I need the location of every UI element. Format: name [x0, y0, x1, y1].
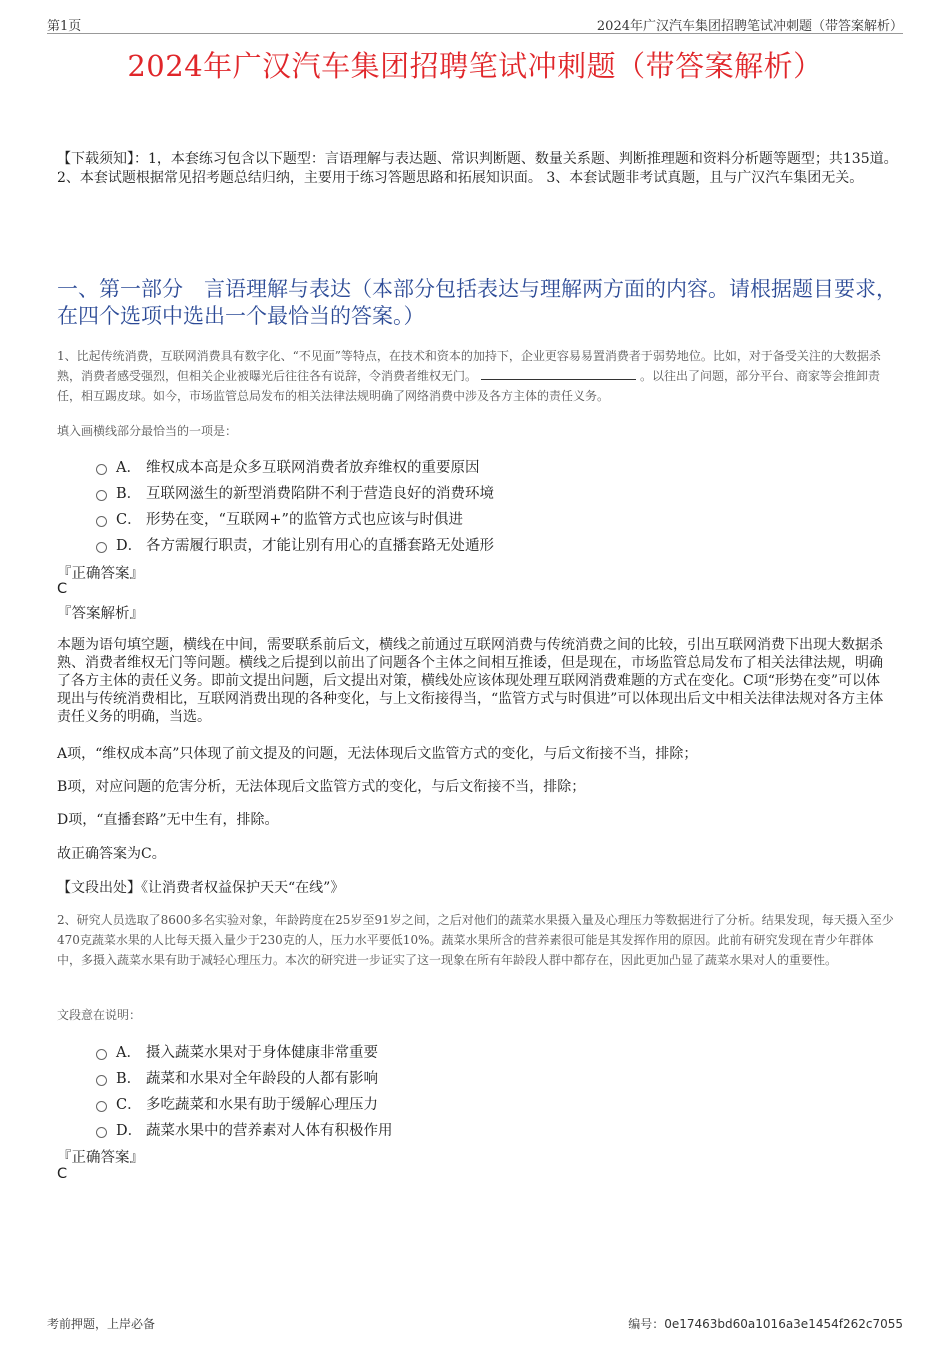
radio-icon[interactable]: [96, 516, 107, 527]
option-a[interactable]: A． 维权成本高是众多互联网消费者放弃维权的重要原因: [96, 453, 494, 479]
radio-icon[interactable]: [96, 1101, 107, 1112]
radio-icon[interactable]: [96, 464, 107, 475]
radio-icon[interactable]: [96, 490, 107, 501]
option-c[interactable]: C． 形势在变，“互联网+”的监管方式也应该与时俱进: [96, 505, 494, 531]
question-2-text: 2、研究人员选取了8600多名实验对象，年龄跨度在25岁至91岁之间，之后对他们的蔬菜水果摄入量及心理压力等数据进行了分析。结果发现，每天摄入至少470克蔬菜水果的人比每天摄入量少于230克的人，压力水平要低10%。蔬菜水果所含的营养素很可能是其发挥作用的原因。此前有研究发现在青少年群体中，多摄入蔬菜水果有助于减轻心理压力。本次的研究进一步证实了这一现象在所有年龄段人群中都存在，因此更加凸显了蔬菜水果对人的重要性。: [57, 913, 894, 967]
page-number: 第1页: [47, 19, 82, 34]
question-1-prompt: 填入画横线部分最恰当的一项是：: [57, 424, 238, 438]
radio-icon[interactable]: [96, 1127, 107, 1138]
analysis-option-b: B项，对应问题的危害分析，无法体现后文监管方式的变化，与后文衔接不当，排除；: [57, 779, 586, 795]
question-1-text-before: 1、比起传统消费，互联网消费具有数字化、“不见面”等特点，在技术和资本的加持下，企业更容易易置消费者于弱势地位。比如，对于备受关注的大数据杀熟，消费者感受强烈，但相关企业被曝光后往往各有说辞，令消费者维权无门。: [57, 349, 881, 383]
answer-label: 『正确答案』: [57, 1150, 144, 1166]
page-header: [47, 15, 903, 34]
option-d[interactable]: D． 蔬菜水果中的营养素对人体有积极作用: [96, 1116, 393, 1142]
question-1-text-after: 。以往出了问题，部分平台、商家等会推卸责任，相互踢皮球。如今，市场监管总局发布的相关法律法规明确了网络消费中涉及各方主体的责任义务。: [57, 369, 881, 403]
analysis-option-a: A项，“维权成本高”只体现了前文提及的问题，无法体现后文监管方式的变化，与后文衔接不当，排除；: [57, 746, 698, 762]
source-citation: 【文段出处】《让消费者权益保护天天“在线”》: [57, 880, 345, 896]
header-doc-title: 2024年广汉汽车集团招聘笔试冲刺题（带答案解析）: [596, 19, 903, 34]
option-b[interactable]: B． 互联网滋生的新型消费陷阱不利于营造良好的消费环境: [96, 479, 494, 505]
answer-label: 『正确答案』: [57, 566, 144, 582]
download-notice: 【下载须知】：1，本套练习包含以下题型：言语理解与表达题、常识判断题、数量关系题、判断推理题和资料分析题等题型；共135道。 2、本套试题根据常见招考题总结归纳，主要用于练习答题思路和拓展知识面。 3、本套试题非考试真题，且与广汉汽车集团无关。: [57, 151, 898, 186]
radio-icon[interactable]: [96, 542, 107, 553]
option-c[interactable]: C． 多吃蔬菜和水果有助于缓解心理压力: [96, 1090, 393, 1116]
question-1-options: [96, 453, 494, 557]
analysis-option-d: D项，“直播套路”无中生有，排除。: [57, 812, 279, 828]
radio-icon[interactable]: [96, 1049, 107, 1060]
radio-icon[interactable]: [96, 1075, 107, 1086]
answer-value: C: [57, 581, 68, 597]
analysis-label: 『答案解析』: [57, 606, 144, 622]
question-2-options: [96, 1038, 393, 1142]
analysis-text: 本题为语句填空题，横线在中间，需要联系前后文，横线之前通过互联网消费与传统消费之间的比较，引出互联网消费下出现大数据杀熟、消费者维权无门等问题。横线之后提到以前出了问题各个主体之间相互推诿，但是现在，市场监管总局发布了相关法律法规，明确了各方主体的责任义务。即前文提出问题，后文提出对策，横线处应该体现处理互联网消费难题的方式在变化。C项“形势在变”可以体现出与传统消费相比，互联网消费出现的各种变化，与上文衔接得当，“监管方式与时俱进”可以体现出后文中相关法律法规对各方主体责任义务的明确，当选。: [57, 637, 884, 725]
fill-blank: [481, 367, 636, 380]
section-heading: 一、第一部分 言语理解与表达（本部分包括表达与理解两方面的内容。请根据题目要求，在四个选项中选出一个最恰当的答案。）: [57, 277, 897, 328]
question-1-text: [57, 346, 897, 406]
option-b[interactable]: B． 蔬菜和水果对全年龄段的人都有影响: [96, 1064, 393, 1090]
option-d[interactable]: D． 各方需履行职责，才能让别有用心的直播套路无处遁形: [96, 531, 494, 557]
page-title: 2024年广汉汽车集团招聘笔试冲刺题（带答案解析）: [127, 49, 823, 83]
footer-code: 编号：0e17463bd60a1016a3e1454f262c7055: [628, 1317, 903, 1331]
option-a[interactable]: A． 摄入蔬菜水果对于身体健康非常重要: [96, 1038, 393, 1064]
answer-value: C: [57, 1166, 68, 1182]
footer-slogan: 考前押题，上岸必备: [47, 1317, 156, 1331]
conclusion: 故正确答案为C。: [57, 846, 166, 862]
question-2-prompt: 文段意在说明：: [57, 1008, 142, 1022]
